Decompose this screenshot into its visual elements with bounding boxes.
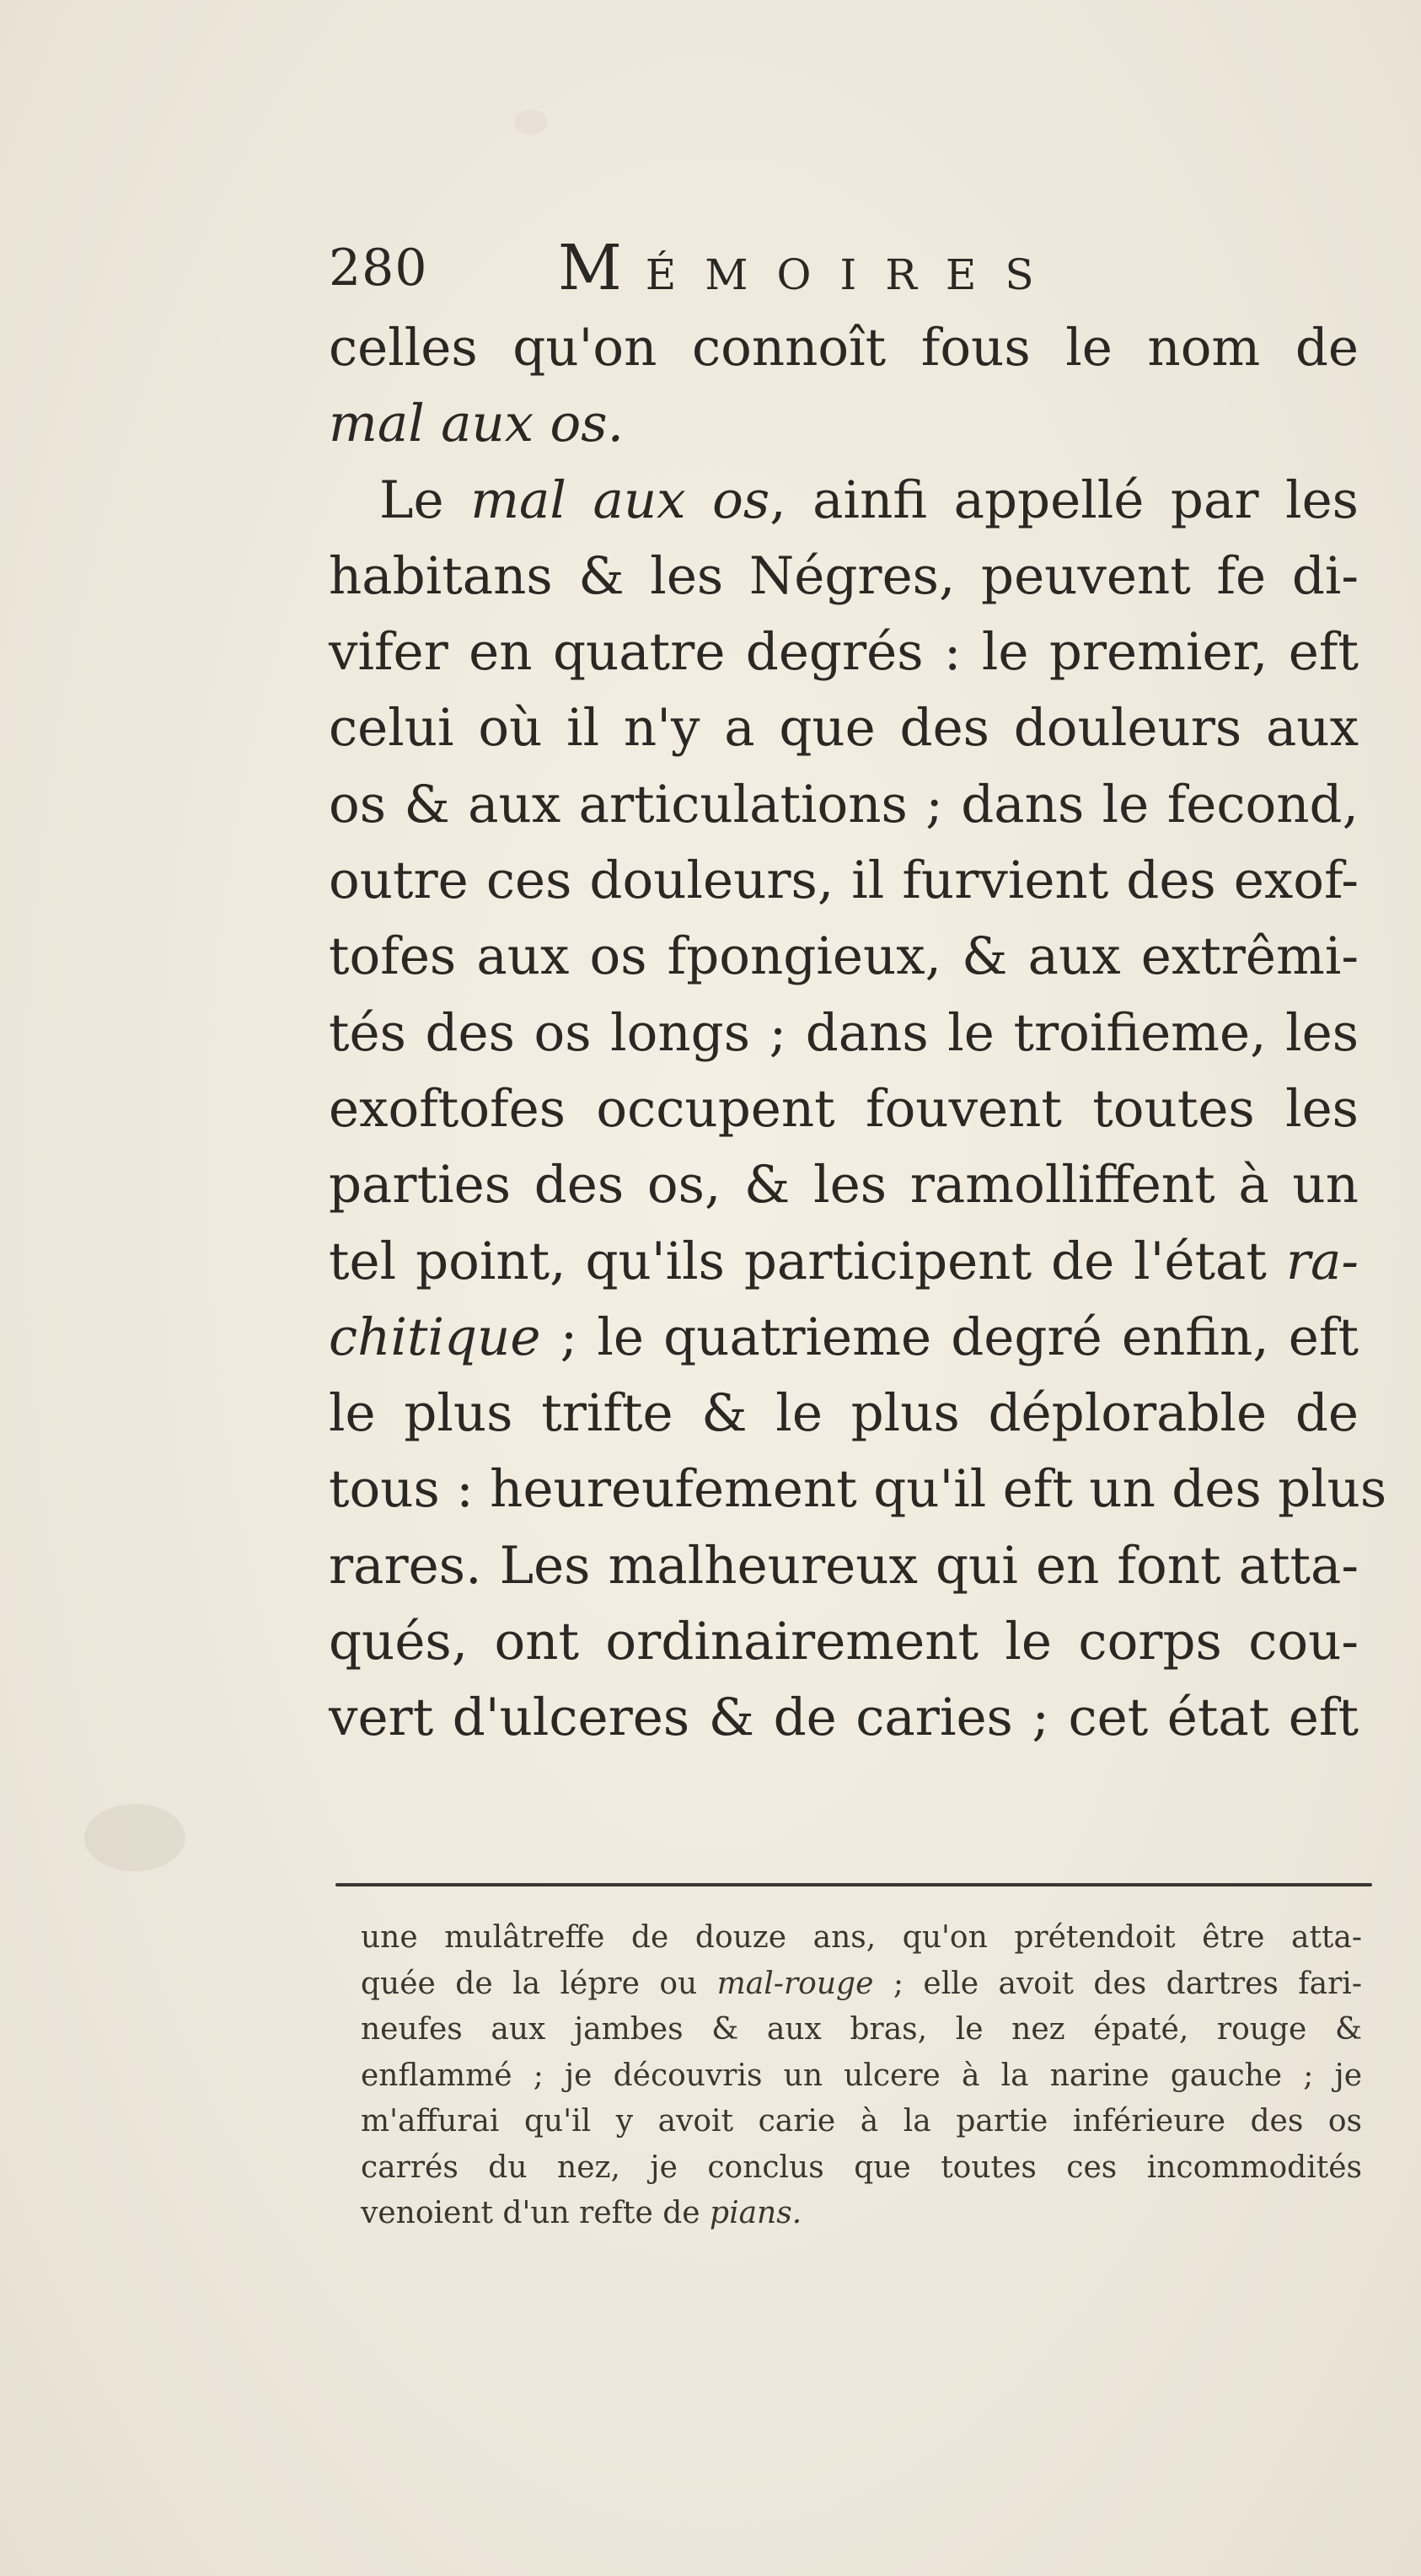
body-line	[329, 996, 1359, 1071]
body-text: exoftofes occupent fouvent toutes les	[329, 1078, 1359, 1139]
footnote-line	[361, 2099, 1362, 2145]
body-line	[329, 310, 1359, 386]
footnote-text: venoient d'un refte de	[361, 2196, 710, 2230]
body-text: vifer en quatre degrés : le premier, eft	[329, 622, 1359, 683]
footnote	[361, 1915, 1362, 2237]
body-text: tofes aux os fpongieux, & aux extrêmi-	[329, 926, 1359, 987]
footnote-text: carrés du nez, je conclus que toutes ces incommodités	[361, 2149, 1362, 2185]
body-line	[329, 1604, 1359, 1680]
page-header	[329, 234, 1391, 302]
footnote-line	[361, 2053, 1362, 2100]
footnote-line	[361, 1915, 1362, 1962]
footnote-text: une mulâtreffe de douze ans, qu'on prétendoit être atta-	[361, 1920, 1362, 1955]
body-line	[329, 843, 1359, 919]
body-line	[329, 386, 1359, 462]
footnote-text: pians.	[710, 2196, 802, 2230]
main-text	[329, 310, 1387, 1757]
footnote-line	[361, 2007, 1362, 2053]
body-line	[329, 1680, 1359, 1756]
running-head-initial: M	[558, 232, 646, 304]
body-text: Le	[379, 470, 471, 530]
footnote-line	[361, 2191, 1362, 2237]
footnote-line	[361, 2145, 1362, 2192]
body-text: ra-	[1285, 1231, 1359, 1291]
body-line	[329, 1147, 1359, 1223]
body-line	[329, 539, 1359, 614]
body-text: celles qu'on connoît fous le nom de	[329, 318, 1359, 378]
body-text: , ainfi appellé par les	[769, 470, 1359, 530]
body-text: tous : heureufement qu'il eft un des plus	[329, 1459, 1387, 1520]
body-text: qués, ont ordinairement le corps cou-	[329, 1612, 1359, 1672]
body-text: parties des os, & les ramolliffent à un	[329, 1155, 1359, 1216]
paper-stain	[84, 1804, 185, 1871]
page-number: 280	[329, 239, 428, 298]
body-text: ; le quatrieme degré enfin, eft	[540, 1307, 1359, 1367]
body-text: habitans & les Négres, peuvent fe di-	[329, 545, 1359, 606]
footnote-text: m'affurai qu'il y avoit carie à la partie inférieure des os	[361, 2104, 1362, 2139]
footnote-text: neufes aux jambes & aux bras, le nez épaté, rouge &	[361, 2012, 1362, 2047]
footnote-text: mal-rouge	[716, 1966, 874, 2001]
footnote-text: ; elle avoit des dartres fari-	[873, 1966, 1362, 2001]
body-text: tés des os longs ; dans le troifieme, les	[329, 1002, 1359, 1063]
body-text: os & aux articulations ; dans le fecond,	[329, 774, 1359, 835]
footnote-text: enflammé ; je découvris un ulcere à la narine gauche ; je	[361, 2058, 1362, 2093]
footnote-line	[361, 1962, 1362, 2008]
body-text: celui où il n'y a que des douleurs aux	[329, 698, 1359, 759]
body-line	[329, 463, 1359, 539]
body-text: mal aux os	[470, 470, 770, 530]
body-line	[329, 1376, 1359, 1452]
running-head-rest: ÉMOIRES	[645, 250, 1063, 299]
body-text: mal aux os.	[329, 394, 624, 454]
body-text: le plus trifte & le plus déplorable de	[329, 1383, 1359, 1444]
body-line	[329, 1224, 1359, 1300]
body-line	[329, 614, 1359, 690]
body-line	[329, 767, 1359, 843]
body-line	[329, 690, 1359, 766]
footnote-text: quée de la lépre ou	[361, 1966, 717, 2001]
body-text: chitique	[329, 1307, 541, 1367]
footnote-separator-rule	[335, 1883, 1372, 1886]
body-text: tel point, qu'ils participent de l'état	[329, 1231, 1286, 1291]
body-line	[329, 1300, 1359, 1376]
body-text: rares. Les malheureux qui en font atta-	[329, 1535, 1359, 1596]
body-line	[329, 1452, 1387, 1527]
body-text: outre ces douleurs, il furvient des exof-	[329, 851, 1359, 911]
paper-stain	[514, 110, 548, 135]
running-head	[558, 234, 1063, 309]
body-line	[329, 1528, 1359, 1604]
body-line	[329, 1071, 1359, 1147]
body-line	[329, 919, 1359, 995]
body-text: vert d'ulceres & de caries ; cet état eft	[329, 1688, 1359, 1748]
